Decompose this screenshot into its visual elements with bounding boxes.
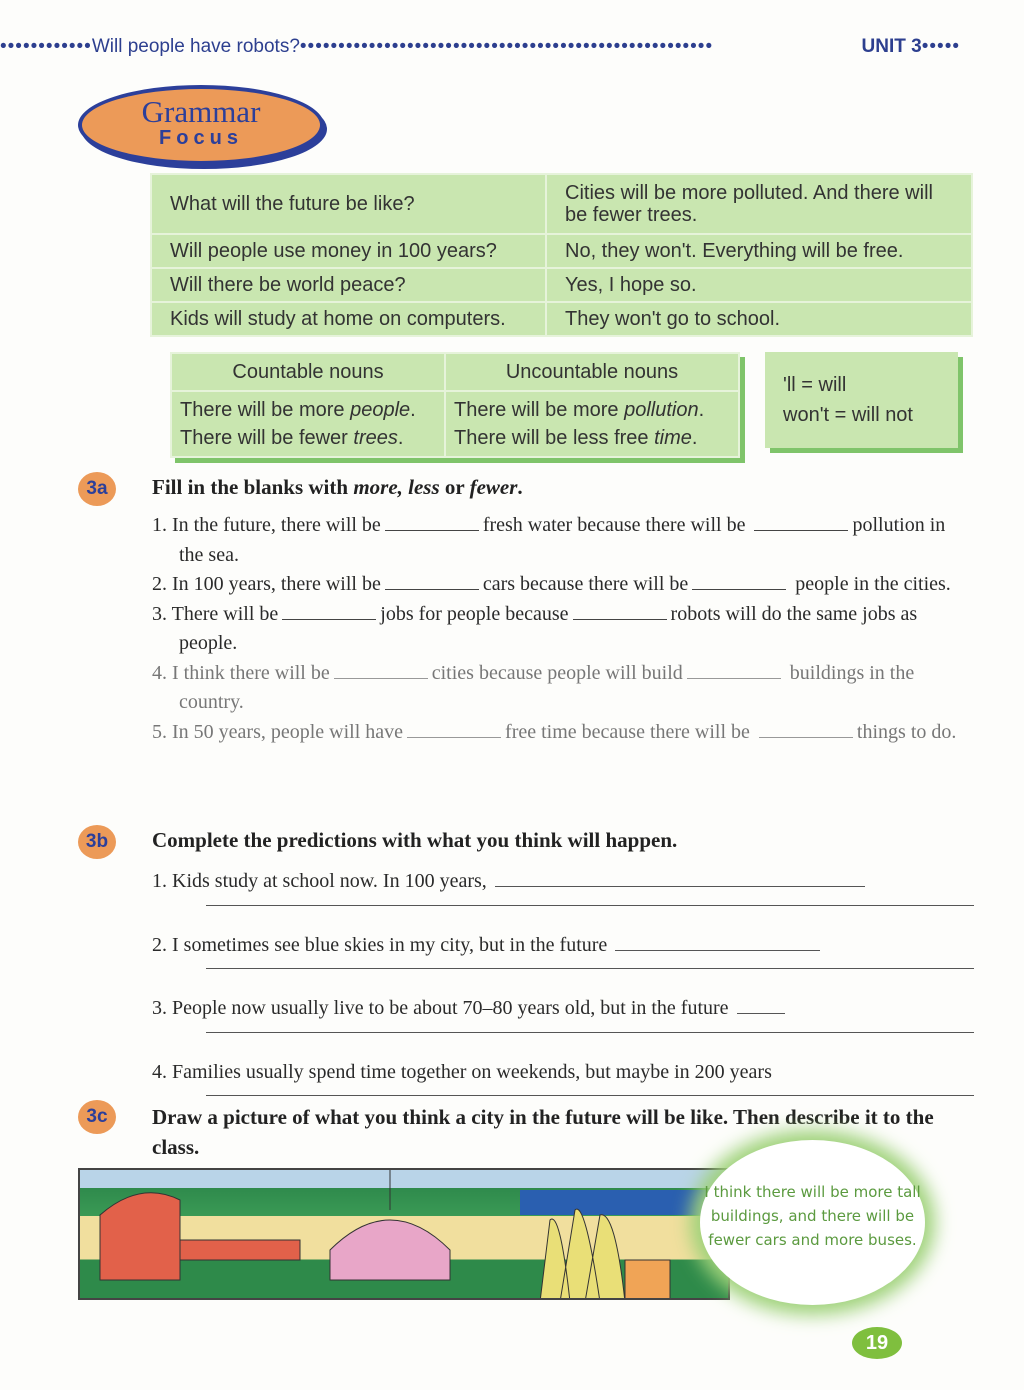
exercise-badge-3c: 3c — [78, 1100, 116, 1134]
table-row — [171, 391, 739, 457]
exercise-3a-heading — [152, 475, 523, 500]
blank-input[interactable] — [334, 660, 428, 679]
header-title: Will people have robots? — [91, 36, 300, 57]
contraction: 'll = will — [783, 374, 847, 396]
text: people in the cities. — [795, 573, 951, 595]
text: There will be — [454, 427, 573, 449]
text: . — [410, 399, 416, 421]
list-item — [152, 1058, 974, 1097]
example — [180, 396, 436, 424]
list-item — [152, 867, 974, 906]
blank-input[interactable] — [385, 512, 479, 531]
building — [625, 1260, 670, 1300]
logo-line1: Grammar — [141, 94, 261, 129]
noun: pollution — [624, 399, 699, 421]
table-header-row — [171, 353, 739, 391]
blank-input[interactable] — [692, 571, 786, 590]
cell: No, they won't. Everything will be free. — [546, 234, 972, 268]
exercise-3c-heading: Draw a picture of what you think a city in the future will be like. Then describe it to the class. — [152, 1105, 934, 1159]
text: . — [691, 427, 698, 449]
keyword: less — [572, 427, 609, 449]
text: free time because there will be — [505, 720, 750, 743]
cell: Will people use money in 100 years? — [151, 234, 546, 268]
example — [180, 424, 436, 452]
column-header: Countable nouns — [171, 353, 445, 391]
grammar-table — [150, 173, 973, 337]
grammar-focus-logo — [78, 85, 324, 165]
blank-input[interactable] — [687, 660, 781, 679]
text: buildings in the country. — [179, 661, 915, 713]
text: fewer — [469, 475, 518, 499]
cell: Kids will study at home on computers. — [151, 302, 546, 336]
exercise-3a-list — [152, 511, 967, 747]
text: 5. In 50 years, people will have — [152, 720, 404, 743]
text: cities because people will build — [431, 661, 683, 684]
building — [180, 1240, 300, 1260]
cell — [171, 391, 445, 457]
answer-line[interactable] — [737, 995, 785, 1014]
answer-line[interactable] — [495, 868, 865, 887]
exercise-3b-heading: Complete the predictions with what you think will happen. — [152, 828, 678, 852]
text: more, less — [353, 475, 440, 499]
contractions-box — [765, 352, 958, 448]
column-header: Uncountable nouns — [445, 353, 739, 391]
answer-line[interactable] — [206, 1087, 974, 1096]
list-item — [152, 718, 967, 748]
blank-input[interactable] — [573, 601, 667, 620]
noun: people — [350, 399, 411, 421]
running-header — [0, 36, 960, 58]
answer-line[interactable] — [206, 1024, 974, 1033]
answer-line[interactable] — [615, 932, 820, 951]
text: Fill in the blanks with — [152, 475, 354, 499]
list-item — [152, 659, 967, 718]
speech-bubble: I think there will be more tall buildings, and there will be fewer cars and more buses. — [700, 1140, 925, 1305]
list-item — [152, 570, 967, 600]
blank-input[interactable] — [407, 719, 501, 738]
future-city-illustration — [78, 1168, 730, 1300]
page-number: 19 — [852, 1327, 902, 1359]
list-item — [152, 600, 967, 659]
cell: What will the future be like? — [151, 174, 546, 234]
text: 2. I sometimes see blue skies in my city, but in the future — [152, 933, 608, 956]
sea — [520, 1190, 720, 1215]
cell: Will there be world peace? — [151, 268, 546, 302]
exercise-badge-3b: 3b — [78, 825, 116, 859]
cell: Yes, I hope so. — [546, 268, 972, 302]
text: . — [517, 475, 523, 499]
cell — [445, 391, 739, 457]
dots: •••••••••••• — [0, 36, 92, 57]
noun: trees — [353, 427, 398, 449]
text: or — [439, 475, 470, 499]
tall-buildings — [540, 1209, 625, 1300]
list-item — [152, 931, 974, 970]
blank-input[interactable] — [759, 719, 853, 738]
text: pollution in the sea. — [179, 514, 946, 566]
building — [100, 1193, 180, 1280]
list-item — [152, 511, 967, 570]
text: 2. In 100 years, there will be — [152, 573, 381, 595]
text: jobs for people because — [380, 602, 569, 625]
text: things to do. — [856, 720, 957, 743]
text: 1. Kids study at school now. In 100 years, — [152, 870, 487, 892]
keyword: fewer — [298, 427, 348, 449]
text: . — [397, 427, 404, 449]
table-row — [151, 268, 972, 302]
keyword: more — [298, 399, 345, 421]
text: . — [698, 399, 705, 421]
contraction: won't = will not — [783, 404, 913, 426]
text: There will be — [180, 427, 299, 449]
answer-line[interactable] — [206, 960, 974, 969]
keyword: more — [572, 399, 619, 421]
blank-input[interactable] — [385, 571, 479, 590]
dots: ••••• — [921, 36, 960, 57]
text: There will be — [180, 399, 299, 421]
blank-input[interactable] — [754, 512, 848, 531]
text: 1. In the future, there will be — [152, 514, 381, 536]
nouns-table — [170, 352, 740, 458]
text: cars because there will be — [482, 573, 689, 595]
text: 3. There will be — [152, 602, 279, 625]
table-row — [151, 302, 972, 336]
answer-line[interactable] — [206, 897, 974, 906]
cell: Cities will be more polluted. And there will be fewer trees. — [546, 174, 972, 234]
text: free — [608, 427, 655, 449]
noun: time — [654, 427, 692, 449]
blank-input[interactable] — [282, 601, 376, 620]
city-drawing — [80, 1170, 730, 1300]
text: fresh water because there will be — [482, 514, 746, 536]
unit-label: UNIT 3 — [861, 36, 922, 57]
text: robots will do the same jobs as people. — [179, 602, 918, 654]
table-row — [151, 234, 972, 268]
text: There will be — [454, 399, 573, 421]
exercise-badge-3a: 3a — [78, 472, 116, 506]
exercise-3b-list — [152, 867, 974, 1121]
example — [454, 424, 730, 452]
logo-line2: Focus — [159, 127, 243, 149]
text: 4. Families usually spend time together on weekends, but maybe in 200 years — [152, 1060, 772, 1083]
dome — [330, 1220, 450, 1280]
cell: They won't go to school. — [546, 302, 972, 336]
example — [454, 396, 730, 424]
list-item — [152, 994, 974, 1033]
table-row — [151, 174, 972, 234]
dots: •••••••••••••••••••••••••••••••••••••••••••••••••••••• — [299, 36, 714, 57]
text: 4. I think there will be — [152, 661, 330, 684]
text: 3. People now usually live to be about 70–80 years old, but in the future — [152, 997, 729, 1019]
